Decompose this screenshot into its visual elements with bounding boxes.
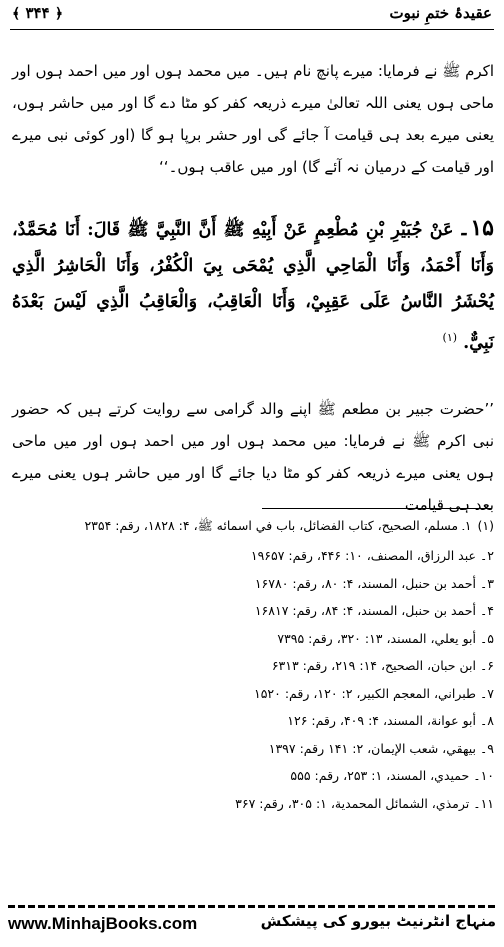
footnote-item: ۲۔ عبد الرزاق، المصنف، ۱۰: ۴۴۶، رقم: ۱۹۶۵۷	[250, 548, 494, 563]
footnote-item: ۱۱۔ ترمذي، الشمائل المحمدية، ۱: ۳۰۵، رقم: ۳۶۷	[235, 795, 494, 811]
page-bracket-left: ﴾	[12, 6, 21, 22]
footnote-item: ۳۔ أحمد بن حنبل، المسند، ۴: ۸۰، رقم: ۱۶۷۸۰	[254, 575, 494, 591]
urdu-paragraph-2: ’’حضرت جبیر بن مطعم ﷺ اپنے والد گرامی سے روایت کرتے ہیں کہ حضور نبی اکرم ﷺ نے فرمایا: میں محمد ہوں اور میں احمد ہوں اور میں ماحی ہوں یعنی میرے ذریعہ کفر کو مٹا دیا جائے گا اور میں حاشر ہوں یعنی میرے بعد ہی قیامت	[12, 400, 494, 514]
page-number-value: ۳۴۴	[25, 4, 50, 22]
urdu-paragraph-1: اکرم ﷺ نے فرمایا: میرے پانچ نام ہیں۔ میں محمد ہوں اور میں احمد ہوں اور ماحی ہوں یعنی اللہ تعالیٰ میرے ذریعہ کفر کو مٹا دے گا اور میں حاشر ہوں، یعنی میرے بعد ہی قیامت آ جائے گی اور حشر برپا ہو گا (اور کوئی نبی میرے اور قیامت کے درمیان نہ آئے گا) اور میں عاقب ہوں۔‘‘	[12, 62, 494, 176]
hadith-text: عَنْ جُبَيْرِ بْنِ مُطْعِمٍ عَنْ أَبِيْهِ ﷺ أَنَّ النَّبِيَّ ﷺ قَالَ: أَنَا مُحَمَّدٌ، وَأَنَا أَحْمَدُ، وَأَنَا الْمَاحِي الَّذِي يُمْحَى بِيَ الْكُفْرُ، وَأَنَا الْحَاشِرُ الَّذِي يُحْشَرُ النَّاسُ عَلَى عَقِبِيْ، وَأَنَا الْعَاقِبُ، وَالْعَاقِبُ الَّذِي لَيْسَ بَعْدَهُ نَبِيٌّ.	[12, 220, 494, 353]
page-header	[10, 4, 494, 32]
footnote-item: ۵۔ أبو يعلي، المسند، ۱۳: ۳۲۰، رقم: ۷۳۹۵	[277, 630, 494, 646]
footnote-item: ۸۔ أبو عوانة، المسند، ۴: ۴۰۹، رقم: ۱۲۶	[287, 713, 494, 728]
hadith-number: ۱۵۔	[457, 215, 494, 241]
footnote-item: ۶۔ ابن حبان، الصحيح، ۱۴: ۲۱۹، رقم: ۶۳۱۳	[271, 658, 494, 673]
page-bracket-right: ﴿	[54, 6, 64, 22]
running-title: عقیدۂ ختمِ نبوت	[389, 4, 492, 22]
footnote-list	[12, 514, 494, 817]
footnote-item: ۹۔ بيهقي، شعب الإيمان، ۲: ۱۴۱ رقم: ۱۳۹۷	[268, 740, 494, 756]
footnote-item: ۱۰۔ حميدي، المسند، ۱: ۲۵۳، رقم: ۵۵۵	[290, 768, 494, 783]
website-link[interactable]: www.MinhajBooks.com	[8, 914, 198, 933]
hadith-arabic	[12, 210, 494, 361]
footnote-text: ۱۔ مسلم، الصحيح، كتاب الفضائل، باب في اسمائه ﷺ، ۴: ۱۸۲۸، رقم: ۲۳۵۴	[84, 518, 472, 533]
footnote-reference: (۱)	[442, 331, 458, 344]
footnote-item	[12, 514, 494, 538]
footnote-item: ۴۔ أحمد بن حنبل، المسند، ۴: ۸۴، رقم: ۱۶۸۱۷	[254, 603, 494, 618]
publisher-credit: منہاج انٹرنیٹ بیورو کی پیشکش	[260, 912, 496, 930]
footnote-mark: (۱)	[477, 518, 494, 533]
page-number	[12, 4, 63, 22]
footnote-rule	[262, 508, 492, 509]
footnote-item: ۷۔ طبراني، المعجم الكبير، ۲: ۱۲۰، رقم: ۱۵۲۰	[254, 685, 494, 701]
header-rule	[10, 29, 494, 30]
footer-rule	[8, 905, 496, 908]
